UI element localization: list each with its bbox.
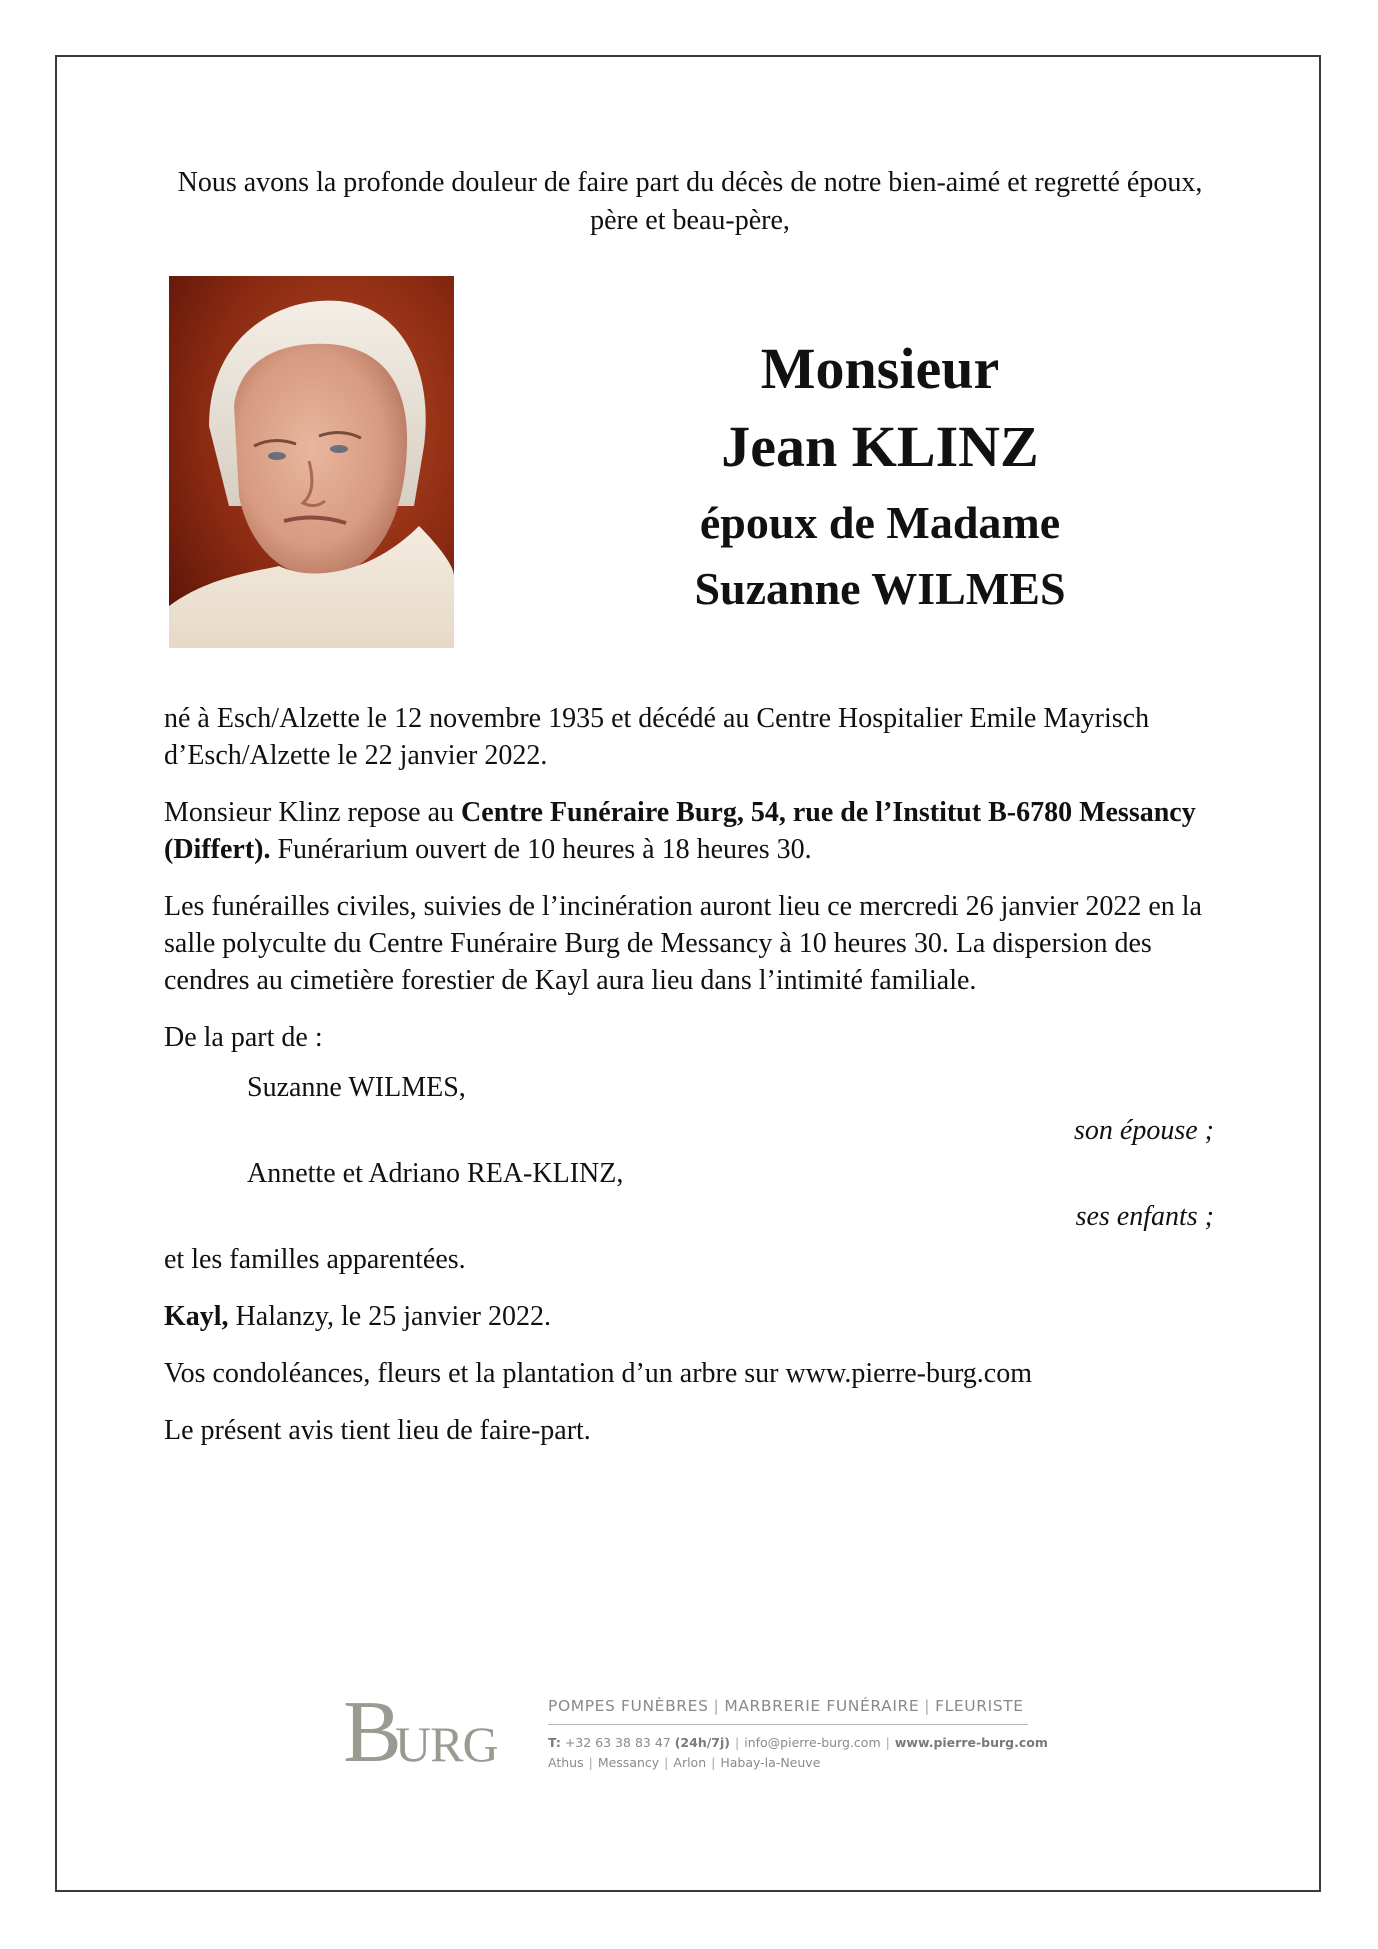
place-date: Halanzy, le 25 janvier 2022. — [228, 1301, 551, 1332]
portrait-image — [169, 276, 454, 648]
company-info — [548, 1697, 1048, 1770]
city: Athus — [548, 1755, 584, 1770]
funeral-center-address: Centre Funéraire Burg, 54, rue de l’Institut B-6780 Messancy (Differt). — [164, 797, 1196, 865]
from-label: De la part de : — [164, 1022, 323, 1053]
announcement-body — [164, 700, 1224, 1469]
deceased-name: Jean KLINZ — [721, 414, 1039, 479]
logo-text: URG — [395, 1716, 498, 1772]
spouse-label: époux de Madame — [699, 497, 1061, 548]
phone-label: T: — [548, 1735, 561, 1750]
service-item: MARBRERIE FUNÉRAIRE — [724, 1697, 920, 1715]
phone-number: +32 63 38 83 47 — [564, 1735, 671, 1750]
family-member-name: Annette et Adriano REA-KLINZ, — [247, 1158, 624, 1189]
phone-hours: (24h/7j) — [674, 1735, 730, 1750]
place-date-line — [164, 1298, 1224, 1335]
family-member-name: Suzanne WILMES, — [247, 1072, 466, 1103]
birth-death-paragraph: né à Esch/Alzette le 12 novembre 1935 et décédé au Centre Hospitalier Emile Mayrisch d’Esch/Alzette le 22 janvier 2022. — [164, 703, 1150, 771]
email-link[interactable]: info@pierre-burg.com — [744, 1735, 881, 1750]
portrait-photo — [169, 276, 454, 648]
place-bold: Kayl, — [164, 1301, 229, 1332]
repose-prefix: Monsieur Klinz repose au — [164, 797, 462, 828]
city: Messancy — [597, 1755, 660, 1770]
city: Arlon — [673, 1755, 707, 1770]
services-line: POMPES FUNÈBRES | MARBRERIE FUNÉRAIRE | FLEURISTE — [548, 1697, 1024, 1715]
funeral-paragraph: Les funérailles civiles, suivies de l’incinération auront lieu ce mercredi 26 janvier 2022 en la salle polyculte du Centre Funéraire Burg de Messancy à 10 heures 30. La dispersion des cendres au cimetière forestier de Kayl aura lieu dans l’intimité familiale. — [164, 891, 1202, 996]
funerarium-hours: Funérarium ouvert de 10 heures à 18 heures 30. — [270, 834, 812, 865]
spouse-name: Suzanne WILMES — [694, 563, 1066, 614]
condolences-line: Vos condoléances, fleurs et la plantation d’un arbre sur www.pierre-burg.com — [164, 1358, 1032, 1389]
city: Habay-la-Neuve — [720, 1755, 821, 1770]
family-member-relation: ses enfants ; — [1075, 1201, 1214, 1232]
burg-logo-mark — [343, 1693, 508, 1773]
family-member-relation: son épouse ; — [1074, 1115, 1214, 1146]
deceased-heading — [620, 330, 1140, 622]
footer-divider — [548, 1724, 1028, 1725]
burg-logo — [343, 1693, 508, 1773]
service-item: FLEURISTE — [935, 1697, 1024, 1715]
intro-text: Nous avons la profonde douleur de faire part du décès de notre bien-aimé et regretté époux, père et beau-père, — [177, 167, 1203, 236]
title-honorific: Monsieur — [760, 336, 1000, 401]
service-item: POMPES FUNÈBRES — [548, 1697, 709, 1715]
notice-line: Le présent avis tient lieu de faire-part. — [164, 1415, 591, 1446]
logo-initial: B — [343, 1693, 402, 1773]
cities-line: Athus | Messancy | Arlon | Habay-la-Neuve — [548, 1755, 821, 1770]
website-link[interactable]: www.pierre-burg.com — [894, 1735, 1048, 1750]
contact-line: T: +32 63 38 83 47 (24h/7j) | info@pierre-burg.com | www.pierre-burg.com — [548, 1735, 1048, 1750]
repose-paragraph — [164, 794, 1224, 868]
relatives-line: et les familles apparentées. — [164, 1244, 466, 1275]
